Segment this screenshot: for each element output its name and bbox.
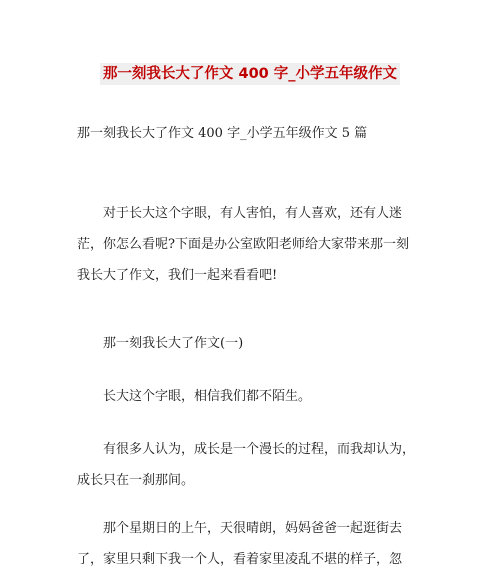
text-line: 那个星期日的上午，天很晴朗，妈妈爸爸一起逛街去 [103, 521, 403, 536]
text-line: 了，家里只剩下我一个人，看着家里凌乱不堪的样子，忽 [77, 552, 403, 566]
text-line: 我长大了作文，我们一起来看看吧! [77, 268, 278, 283]
text-line: 成长只在一刹那间。 [77, 473, 195, 488]
title-container [0, 63, 500, 85]
text-line: 茫，你怎么看呢?下面是办公室欧阳老师给大家带来那一刻 [77, 237, 409, 252]
text-line: 对于长大这个字眼，有人害怕，有人喜欢，还有人迷 [103, 206, 403, 221]
intro-paragraph [77, 198, 427, 291]
document-title: 那一刻我长大了作文 400 字_小学五年级作文 [100, 63, 400, 85]
document-subtitle: 那一刻我长大了作文 400 字_小学五年级作文 5 篇 [77, 126, 368, 141]
paragraph-2 [77, 434, 427, 496]
paragraph-1 [77, 381, 427, 412]
text-line: 有很多人认为，成长是一个漫长的过程，而我却认为， [103, 442, 416, 457]
text-line: 那一刻我长大了作文(一) [103, 336, 244, 351]
text-line: 长大这个字眼，相信我们都不陌生。 [103, 389, 312, 404]
section-heading [77, 328, 427, 359]
paragraph-3 [77, 513, 427, 566]
